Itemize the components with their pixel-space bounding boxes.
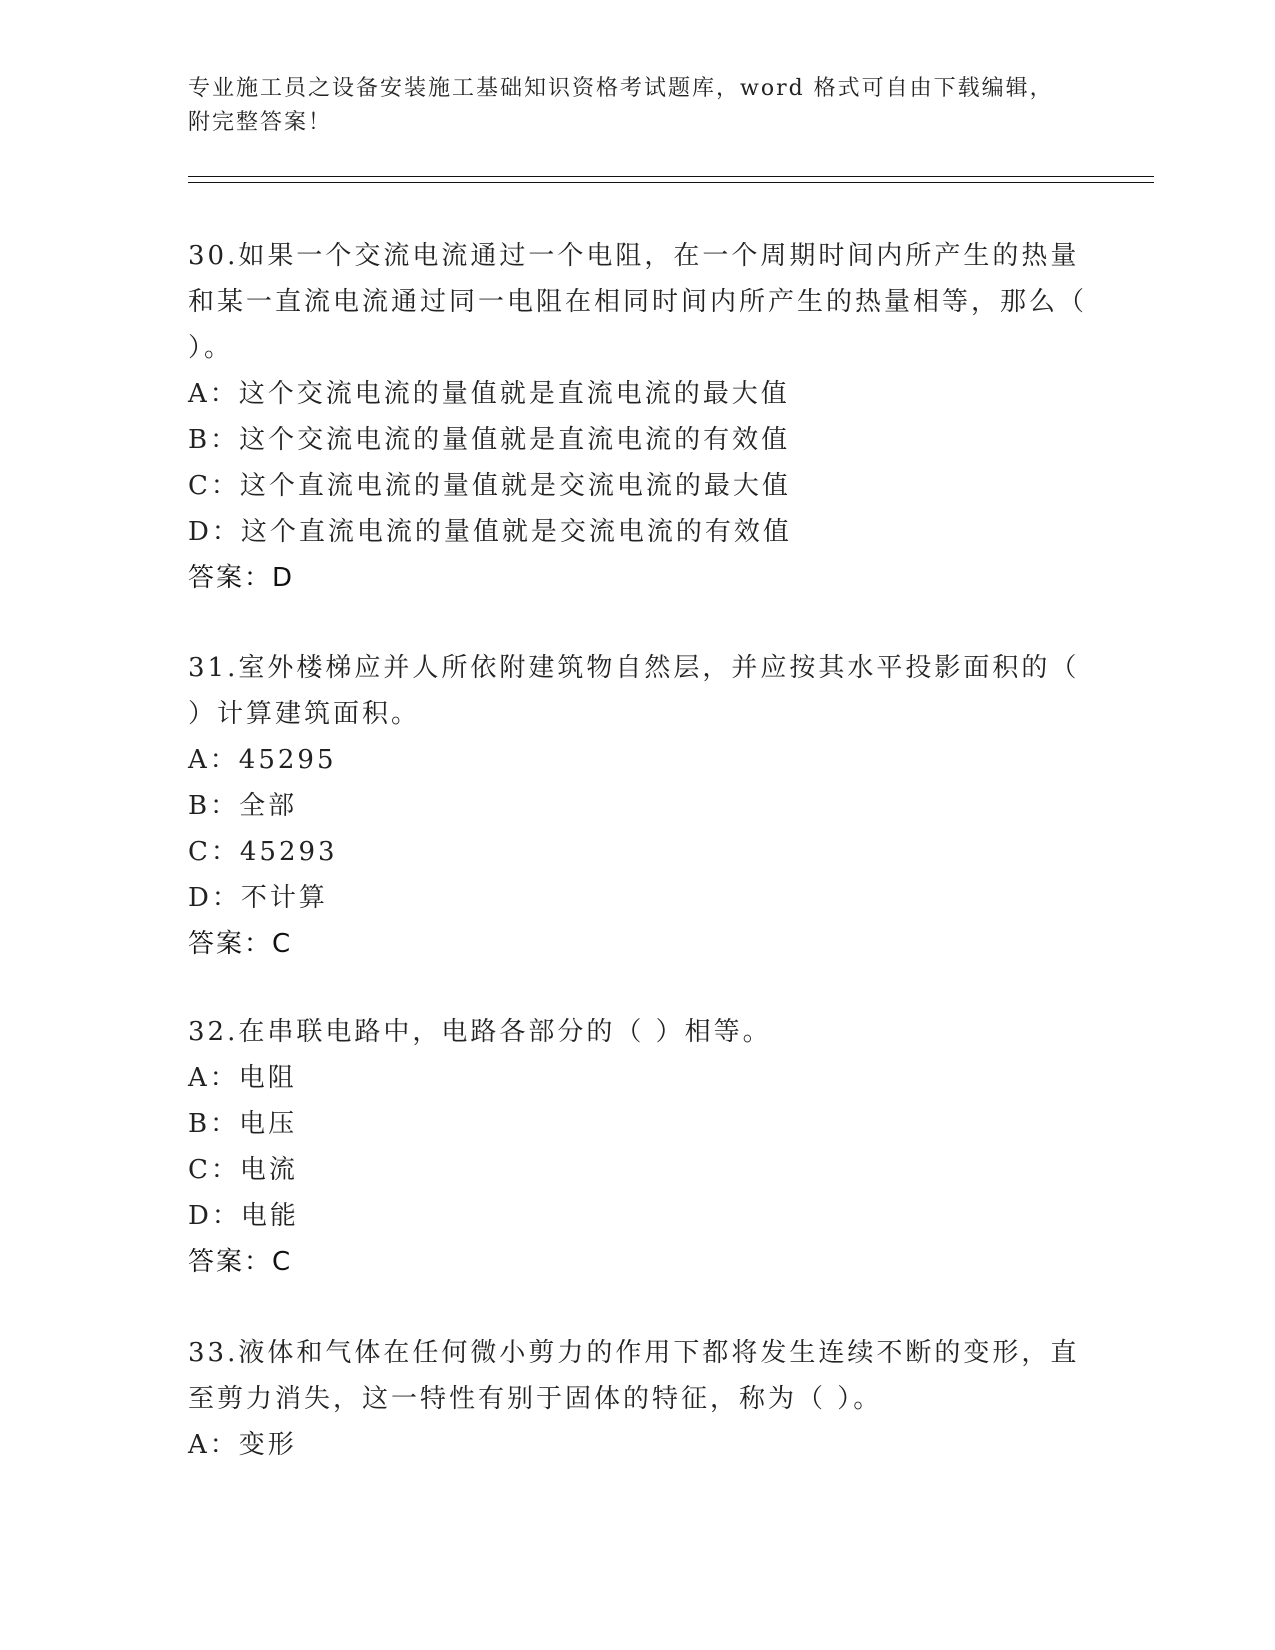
option-a: A：变形 bbox=[188, 1430, 297, 1460]
header-line-2: 附完整答案！ bbox=[188, 110, 333, 135]
option-b: B：全部 bbox=[188, 791, 298, 821]
option-a: A：电阻 bbox=[188, 1063, 297, 1093]
document-header bbox=[188, 72, 1088, 140]
answer: 答案：D bbox=[188, 563, 295, 593]
option-d: D：不计算 bbox=[188, 883, 328, 913]
option-d: D：这个直流电流的量值就是交流电流的有效值 bbox=[188, 517, 792, 547]
option-c: C：电流 bbox=[188, 1155, 298, 1185]
option-a: A：45295 bbox=[188, 745, 337, 775]
question-30 bbox=[188, 233, 1088, 601]
question-33 bbox=[188, 1330, 1088, 1468]
header-divider-top bbox=[188, 176, 1154, 177]
option-c: C：45293 bbox=[188, 837, 338, 867]
header-line-1: 专业施工员之设备安装施工基础知识资格考试题库，word 格式可自由下载编辑， bbox=[188, 76, 1054, 101]
option-d: D：电能 bbox=[188, 1201, 299, 1231]
question-stem: 30.如果一个交流电流通过一个电阻，在一个周期时间内所产生的热量和某一直流电流通过同一电阻在相同时间内所产生的热量相等，那么（ ）。 bbox=[188, 241, 1088, 363]
option-b: B：电压 bbox=[188, 1109, 298, 1139]
option-a: A：这个交流电流的量值就是直流电流的最大值 bbox=[188, 379, 790, 409]
option-b: B：这个交流电流的量值就是直流电流的有效值 bbox=[188, 425, 791, 455]
question-stem: 33.液体和气体在任何微小剪力的作用下都将发生连续不断的变形，直至剪力消失，这一特性有别于固体的特征，称为（ ）。 bbox=[188, 1338, 1080, 1414]
question-31 bbox=[188, 645, 1088, 967]
header-divider-bottom bbox=[188, 182, 1154, 183]
question-32 bbox=[188, 1009, 1088, 1285]
question-stem: 31.室外楼梯应并人所依附建筑物自然层，并应按其水平投影面积的（ ）计算建筑面积。 bbox=[188, 653, 1080, 729]
answer: 答案：C bbox=[188, 1247, 293, 1277]
question-stem: 32.在串联电路中，电路各部分的（ ）相等。 bbox=[188, 1017, 772, 1047]
answer: 答案：C bbox=[188, 929, 293, 959]
option-c: C：这个直流电流的量值就是交流电流的最大值 bbox=[188, 471, 791, 501]
